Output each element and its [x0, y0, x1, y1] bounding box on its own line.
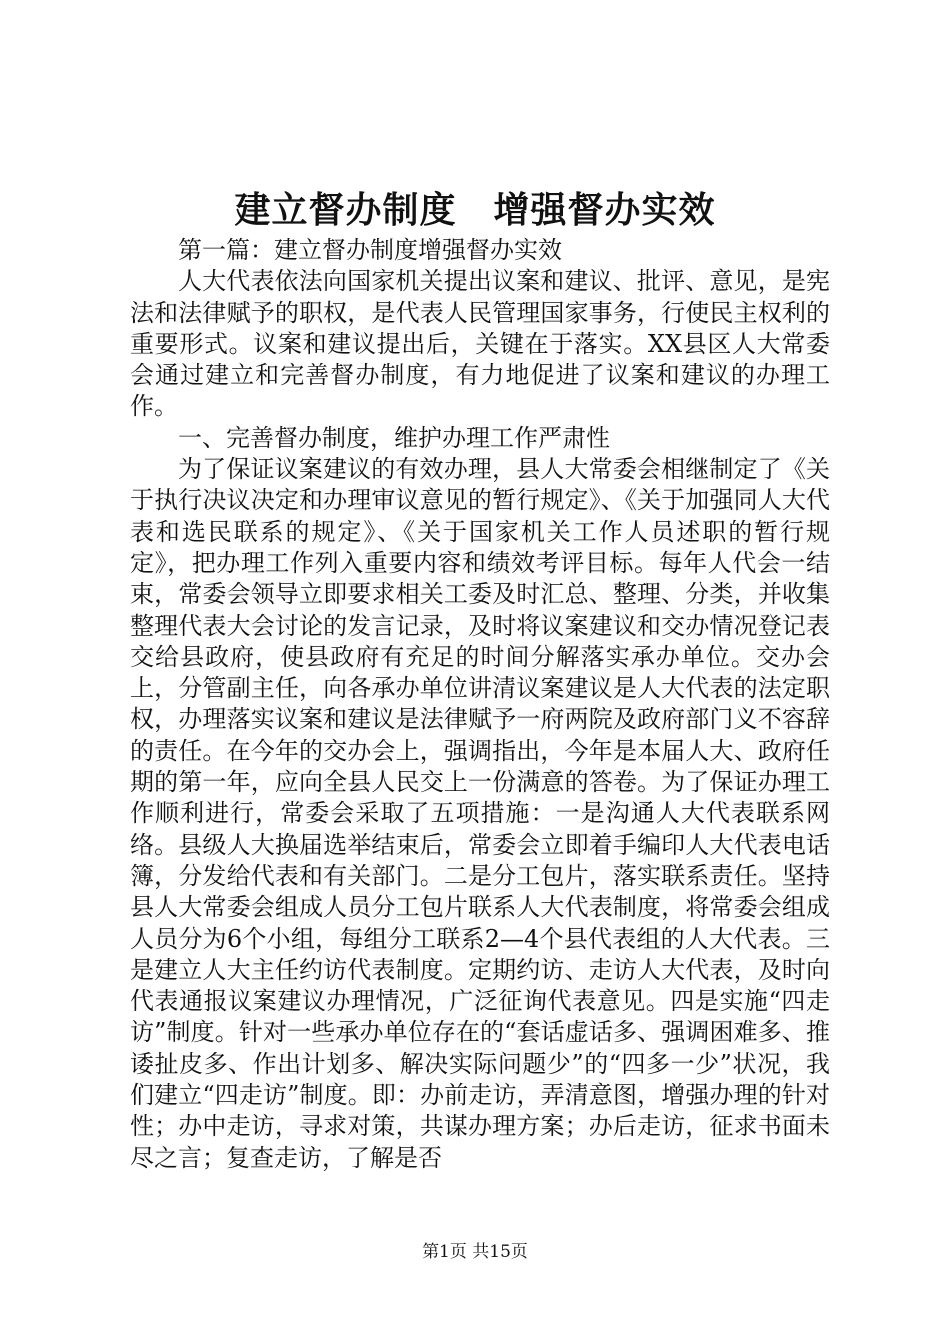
page-number-footer: 第1页 共15页 [422, 1242, 528, 1262]
subsection-heading: 一、完善督办制度，维护办理工作严肃性 [178, 423, 610, 452]
section-heading: 第一篇：建立督办制度增强督办实效 [178, 236, 562, 264]
document-body [130, 235, 830, 1174]
body-paragraph: 人大代表依法向国家机关提出议案和建议、批评、意见，是宪法和法律赋予的职权，是代表人民管理国家事务，行使民主权利的重要形式。议案和建议提出后，关键在于落实。XX县区人大常委会通过建立和完善督办制度，有力地促进了议案和建议的办理工作。 [130, 267, 830, 421]
document-title: 建立督办制度 增强督办实效 [234, 189, 716, 231]
body-paragraph: 为了保证议案建议的有效办理，县人大常委会相继制定了《关于执行决议决定和办理审议意见的暂行规定》、《关于加强同人大代表和选民联系的规定》、《关于国家机关工作人员述职的暂行规定》，把办理工作列入重要内容和绩效考评目标。每年人代会一结束，常委会领导立即要求相关工委及时汇总、整理、分类，并收集整理代表大会讨论的发言记录，及时将议案建议和交办情况登记表交给县政府，使县政府有充足的时间分解落实承办单位。交办会上，分管副主任，向各承办单位讲清议案建议是人大代表的法定职权，办理落实议案和建议是法律赋予一府两院及政府部门义不容辞的责任。在今年的交办会上，强调指出，今年是本届人大、政府任期的第一年，应向全县人民交上一份满意的答卷。为了保证办理工作顺利进行，常委会采取了五项措施：一是沟通人大代表联系网络。县级人大换届选举结束后，常委会立即着手编印人大代表电话簿，分发给代表和有关部门。二是分工包片，落实联系责任。坚持县人大常委会组成人员分工包片联系人大代表制度，将常委会组成人员分为6个小组，每组分工联系2—4个县代表组的人大代表。三是建立人大主任约访代表制度。定期约访、走访人大代表，及时向代表通报议案建议办理情况，广泛征询代表意见。四是实施“四走访”制度。针对一些承办单位存在的“套话虚话多、强调困难多、推诿扯皮多、作出计划多、解决实际问题少”的“四多一少”状况，我们建立“四走访”制度。即：办前走访，弄清意图，增强办理的针对性；办中走访，寻求对策，共谋办理方案；办后走访，征求书面未尽之言；复查走访，了解是否 [130, 455, 830, 1172]
